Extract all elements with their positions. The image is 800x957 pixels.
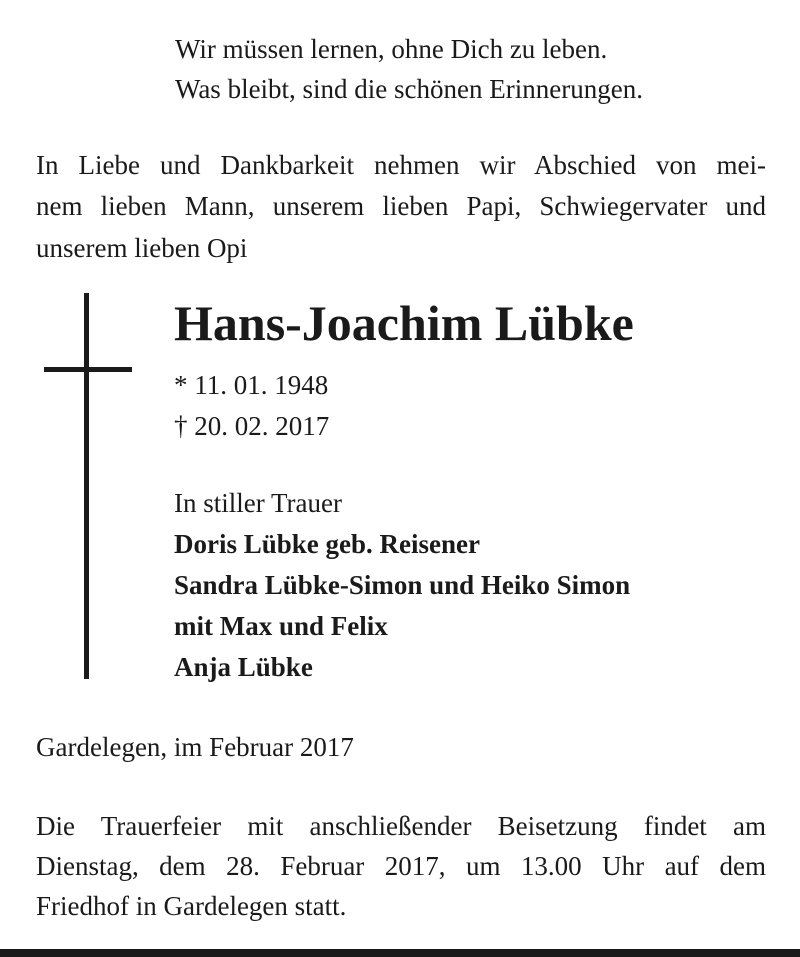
mourner-name: Sandra Lübke-Simon und Heiko Simon (174, 570, 631, 600)
funeral-line-3: Friedhof in Gardelegen statt. (36, 891, 347, 921)
funeral-line-2: Dienstag, dem 28. Februar 2017, um 13.00 Uhr auf dem (36, 851, 766, 881)
deceased-name: Hans-Joachim Lübke (174, 295, 634, 351)
cross-icon (84, 293, 89, 679)
motto-line-1: Wir müssen lernen, ohne Dich zu leben. (175, 34, 608, 64)
motto-line-2: Was bleibt, sind die schönen Erinnerungen. (175, 74, 643, 104)
intro-line-3: unserem lieben Opi (36, 233, 248, 263)
intro-line-1: In Liebe und Dankbarkeit nehmen wir Abschied von mei- (36, 150, 766, 180)
mourner-name: Anja Lübke (174, 652, 313, 682)
mourner-name: mit Max und Felix (174, 611, 388, 641)
place-date: Gardelegen, im Februar 2017 (36, 732, 354, 762)
birth-date: * 11. 01. 1948 (174, 370, 329, 400)
funeral-line-1: Die Trauerfeier mit anschließender Beisetzung findet am (36, 811, 766, 841)
death-date: † 20. 02. 2017 (174, 411, 330, 441)
intro-line-2: nem lieben Mann, unserem lieben Papi, Schwiegervater und (36, 191, 766, 221)
mourner-name: Doris Lübke geb. Reisener (174, 529, 480, 559)
cross-icon-bar (44, 367, 132, 372)
mourners-heading: In stiller Trauer (174, 488, 342, 518)
